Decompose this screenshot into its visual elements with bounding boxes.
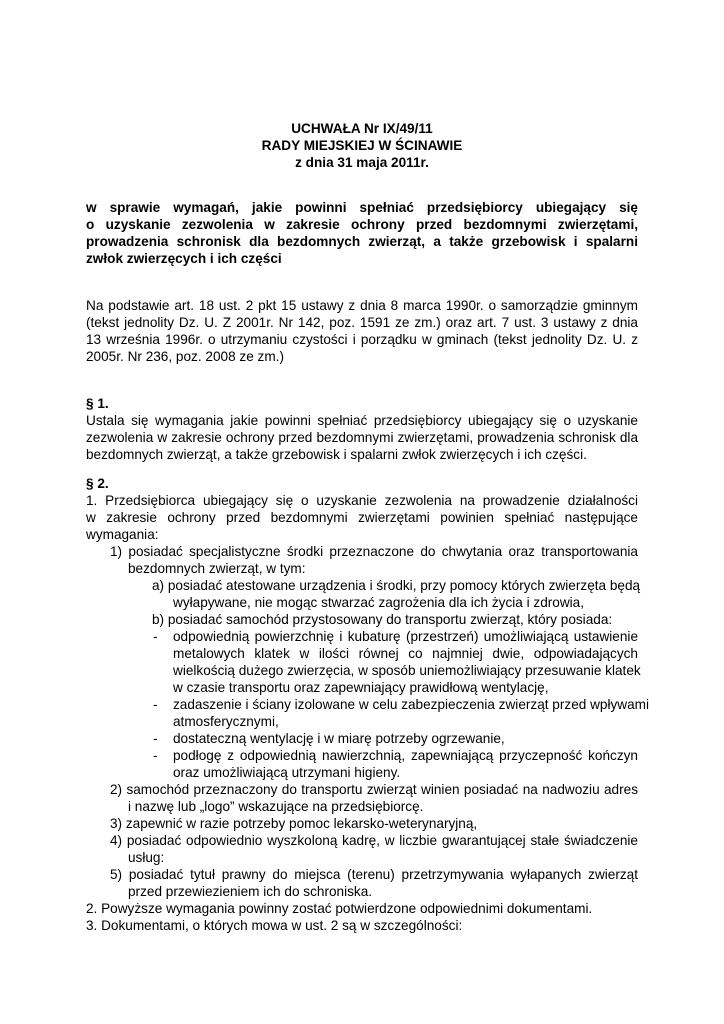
list-item-2-line: 2) samochód przeznaczony do transportu zwierząt winien posiadać na nadwoziu adres: [110, 782, 638, 797]
dash-item-1-line: metalowych klatek w ilości równej co najmniej dwie, odpowiadających: [173, 646, 638, 661]
resolution-date: z dnia 31 maja 2011r.: [295, 155, 429, 170]
subject-line: zwłok zwierzęcych i ich części: [86, 251, 282, 266]
dash-item-2-line: atmosferycznymi,: [173, 714, 279, 729]
dash-item-3: dostateczną wentylację i w miarę potrzeby ogrzewanie,: [173, 731, 505, 746]
paragraph-1-line: 1. Przedsiębiorca ubiegający się o uzyskanie zezwolenia na prowadzenie działalności: [86, 493, 638, 508]
paragraph-1-line: wymagania:: [86, 527, 159, 542]
basis-line: 13 września 1996r. o utrzymaniu czystości i porządku w gminach (tekst jednolity Dz. U. z: [86, 332, 638, 347]
sub-item-a-line: a) posiadać atestowane urządzenia i środki, przy pomocy których zwierzęta będą: [152, 578, 641, 593]
list-item-4-line: 4) posiadać odpowiednio wyszkoloną kadrę, w liczbie gwarantującej stałe świadczenie: [110, 833, 638, 848]
list-item-1-line: 1) posiadać specjalistyczne środki przeznaczone do chwytania oraz transportowania: [110, 544, 638, 559]
dash-bullet: -: [153, 629, 158, 644]
dash-item-2-line: zadaszenie i ściany izolowane w celu zabezpieczenia zwierząt przed wpływami: [173, 697, 650, 712]
section-1-line: Ustala się wymagania jakie powinni spełniać przedsiębiorcy ubiegający się o uzyskanie: [86, 413, 638, 428]
subject-line: o uzyskanie zezwolenia w zakresie ochrony przed bezdomnymi zwierzętami,: [86, 217, 638, 232]
dash-item-1-line: w czasie transportu oraz zapewniający prawidłową wentylację,: [173, 680, 549, 695]
basis-line: 2005r. Nr 236, poz. 2008 ze zm.): [86, 349, 284, 364]
subject-line: prowadzenia schronisk dla bezdomnych zwierząt, a także grzebowisk i spalarni: [86, 234, 638, 249]
list-item-3: 3) zapewnić w razie potrzeby pomoc lekarsko-weterynaryjną,: [110, 816, 478, 831]
basis-line: Na podstawie art. 18 ust. 2 pkt 15 ustawy z dnia 8 marca 1990r. o samorządzie gminnym: [86, 298, 638, 313]
section-1-heading: § 1.: [86, 396, 109, 411]
section-2-heading: § 2.: [86, 476, 109, 491]
list-item-5-line: przed przewiezieniem ich do schroniska.: [128, 884, 373, 899]
dash-item-4-line: oraz umożliwiającą utrzymani higieny.: [173, 765, 401, 780]
sub-item-a-line: wyłapywane, nie mogąc stwarzać zagrożenia dla ich życia i zdrowia,: [173, 595, 585, 610]
section-1-line: zezwolenia w zakresie ochrony przed bezdomnymi zwierzętami, prowadzenia schronisk dla: [86, 430, 638, 445]
sub-item-b: b) posiadać samochód przystosowany do transportu zwierząt, który posiada:: [152, 612, 613, 627]
paragraph-3: 3. Dokumentami, o których mowa w ust. 2 są w szczególności:: [86, 918, 463, 933]
list-item-4-line: usług:: [128, 850, 165, 865]
paragraph-2: 2. Powyższe wymagania powinny zostać potwierdzone odpowiednimi dokumentami.: [86, 901, 593, 916]
resolution-title: UCHWAŁA Nr IX/49/11: [291, 121, 433, 136]
dash-item-4-line: podłogę z odpowiednią nawierzchnią, zapewniającą przyczepność kończyn: [173, 748, 638, 763]
dash-item-1-line: wielkością dużego zwierzęcia, w sposób uniemożliwiający przesuwanie klatek: [173, 663, 641, 678]
dash-item-1-line: odpowiednią powierzchnię i kubaturę (przestrzeń) umożliwiającą ustawienie: [173, 629, 638, 644]
list-item-1-line: bezdomnych zwierząt, w tym:: [128, 561, 306, 576]
dash-bullet: -: [153, 697, 158, 712]
subject-line: w sprawie wymagań, jakie powinni spełniać przedsiębiorcy ubiegający się: [86, 200, 638, 215]
section-1-line: bezdomnych zwierząt, a także grzebowisk i spalarni zwłok zwierzęcych i ich części.: [86, 447, 587, 462]
basis-line: (tekst jednolity Dz. U. Z 2001r. Nr 142, poz. 1591 ze zm.) oraz art. 7 ust. 3 ustawy z dnia: [86, 315, 638, 330]
list-item-2-line: i nazwę lub „logo” wskazujące na przedsiębiorcę.: [128, 799, 424, 814]
dash-bullet: -: [153, 748, 158, 763]
list-item-5-line: 5) posiadać tytuł prawny do miejsca (terenu) przetrzymywania wyłapanych zwierząt: [110, 867, 638, 882]
council-name: RADY MIEJSKIEJ W ŚCINAWIE: [261, 138, 463, 153]
dash-bullet: -: [153, 731, 158, 746]
paragraph-1-line: w zakresie ochrony przed bezdomnymi zwierzętami powinien spełniać następujące: [86, 510, 638, 525]
